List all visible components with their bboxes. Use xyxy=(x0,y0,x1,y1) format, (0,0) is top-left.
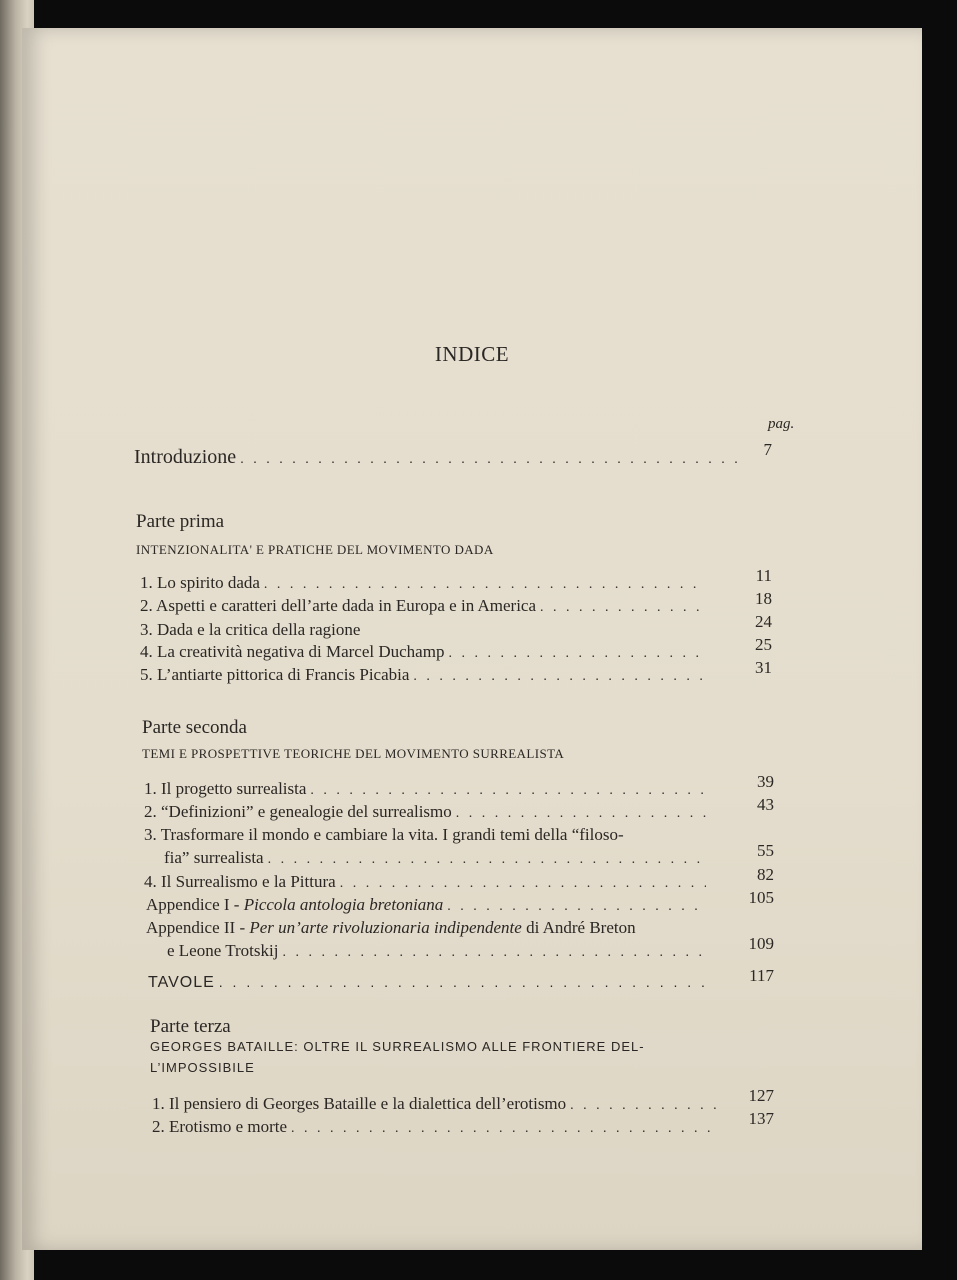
toc-entry-label: 4. La creatività negativa di Marcel Duchamp xyxy=(140,642,445,661)
appendix-title: Piccola antologia bretoniana xyxy=(243,895,444,914)
toc-entry xyxy=(144,779,712,803)
appendix-prefix: Appendice I - xyxy=(146,895,244,914)
toc-page-number: 109 xyxy=(748,934,774,953)
toc-entry-label xyxy=(146,895,443,915)
toc-page-number: 82 xyxy=(757,865,774,884)
toc-page-number: 11 xyxy=(755,566,772,585)
toc-entry xyxy=(140,642,710,666)
dot-leader xyxy=(268,852,706,868)
part-subtitle-continued: L’IMPOSSIBILE xyxy=(150,1060,255,1075)
toc-entry-label: 4. Il Surrealismo e la Pittura xyxy=(144,872,336,891)
toc-page-number: 7 xyxy=(763,440,772,459)
dot-leader xyxy=(310,783,706,799)
toc-page-number: 18 xyxy=(755,589,772,608)
toc-entry-label: 1. Il progetto surrealista xyxy=(144,779,307,798)
dot-leader xyxy=(540,600,704,616)
toc-entry-label: 5. L’antiarte pittorica di Francis Picabia xyxy=(140,665,410,684)
appendix-suffix: di André Breton xyxy=(521,918,636,937)
dot-leader xyxy=(240,452,740,468)
toc-page-number: 24 xyxy=(755,612,772,631)
toc-entry xyxy=(140,573,710,597)
toc-entry xyxy=(144,872,712,896)
toc-page-number: 25 xyxy=(755,635,772,654)
page-column-label: pag. xyxy=(768,416,795,432)
dot-leader xyxy=(340,876,706,892)
toc-page-number: 117 xyxy=(749,966,774,985)
toc-page-number: 105 xyxy=(748,888,774,907)
dot-leader xyxy=(456,806,706,822)
dot-leader xyxy=(413,669,704,685)
toc-entry-label-continued: e Leone Trotskij xyxy=(167,941,279,960)
toc-entry-label: 1. Il pensiero di Georges Bataille e la dialettica dell’erotismo xyxy=(152,1094,567,1113)
toc-entry-label-continued: fia” surrealista xyxy=(164,848,264,867)
toc-entry-introduzione xyxy=(134,446,746,470)
toc-entry xyxy=(167,941,715,965)
part-heading: Parte prima xyxy=(136,511,225,532)
toc-entry-appendix xyxy=(146,895,714,919)
dot-leader xyxy=(282,945,709,961)
toc-page-number: 39 xyxy=(757,772,774,791)
toc-entry xyxy=(152,1117,722,1141)
toc-entry-label: 2. “Definizioni” e genealogie del surrealismo xyxy=(144,802,452,821)
part-heading: Parte terza xyxy=(150,1016,231,1037)
toc-entry-label: 3. Dada e la critica della ragione xyxy=(140,620,361,639)
dot-leader xyxy=(448,646,704,662)
toc-entry-label: 2. Aspetti e caratteri dell’arte dada in Europa e in America xyxy=(140,596,537,615)
toc-entry xyxy=(144,802,712,826)
part-subtitle: GEORGES BATAILLE: OLTRE IL SURREALISMO ALLE FRONTIERE DEL- xyxy=(150,1039,645,1054)
toc-entry xyxy=(140,665,710,689)
toc-page-number: 43 xyxy=(757,795,774,814)
toc-entry-appendix xyxy=(146,918,636,938)
toc-page-number: 127 xyxy=(748,1086,774,1105)
toc-entry-label: 2. Erotismo e morte xyxy=(152,1117,288,1136)
toc-entry-tavole xyxy=(148,974,716,998)
part-heading: Parte seconda xyxy=(142,717,247,738)
appendix-title: Per un’arte rivoluzionaria indipendente xyxy=(249,918,522,937)
toc-entry xyxy=(140,596,710,620)
dot-leader xyxy=(447,899,708,915)
toc-entry xyxy=(140,620,710,644)
page-title: INDICE xyxy=(434,342,510,366)
appendix-prefix: Appendice II - xyxy=(146,918,250,937)
toc-entry-label: Introduzione xyxy=(134,446,237,468)
book-page xyxy=(22,28,922,1250)
dot-leader xyxy=(219,974,710,990)
toc-page-number: 31 xyxy=(755,658,772,677)
toc-entry-label: 3. Trasformare il mondo e cambiare la vita. I grandi temi della “filoso- xyxy=(144,825,624,844)
dot-leader xyxy=(570,1098,716,1114)
toc-entry xyxy=(152,1094,722,1118)
dot-leader xyxy=(264,577,704,593)
toc-page-number: 137 xyxy=(748,1109,774,1128)
toc-page-number: 55 xyxy=(757,841,774,860)
part-subtitle: TEMI E PROSPETTIVE TEORICHE DEL MOVIMENTO SURREALISTA xyxy=(142,746,565,761)
toc-entry xyxy=(164,848,712,872)
part-subtitle: INTENZIONALITA' E PRATICHE DEL MOVIMENTO DADA xyxy=(136,542,494,557)
toc-entry-label: TAVOLE xyxy=(148,974,215,991)
dot-leader xyxy=(291,1121,716,1137)
toc-entry-label: 1. Lo spirito dada xyxy=(140,573,260,592)
